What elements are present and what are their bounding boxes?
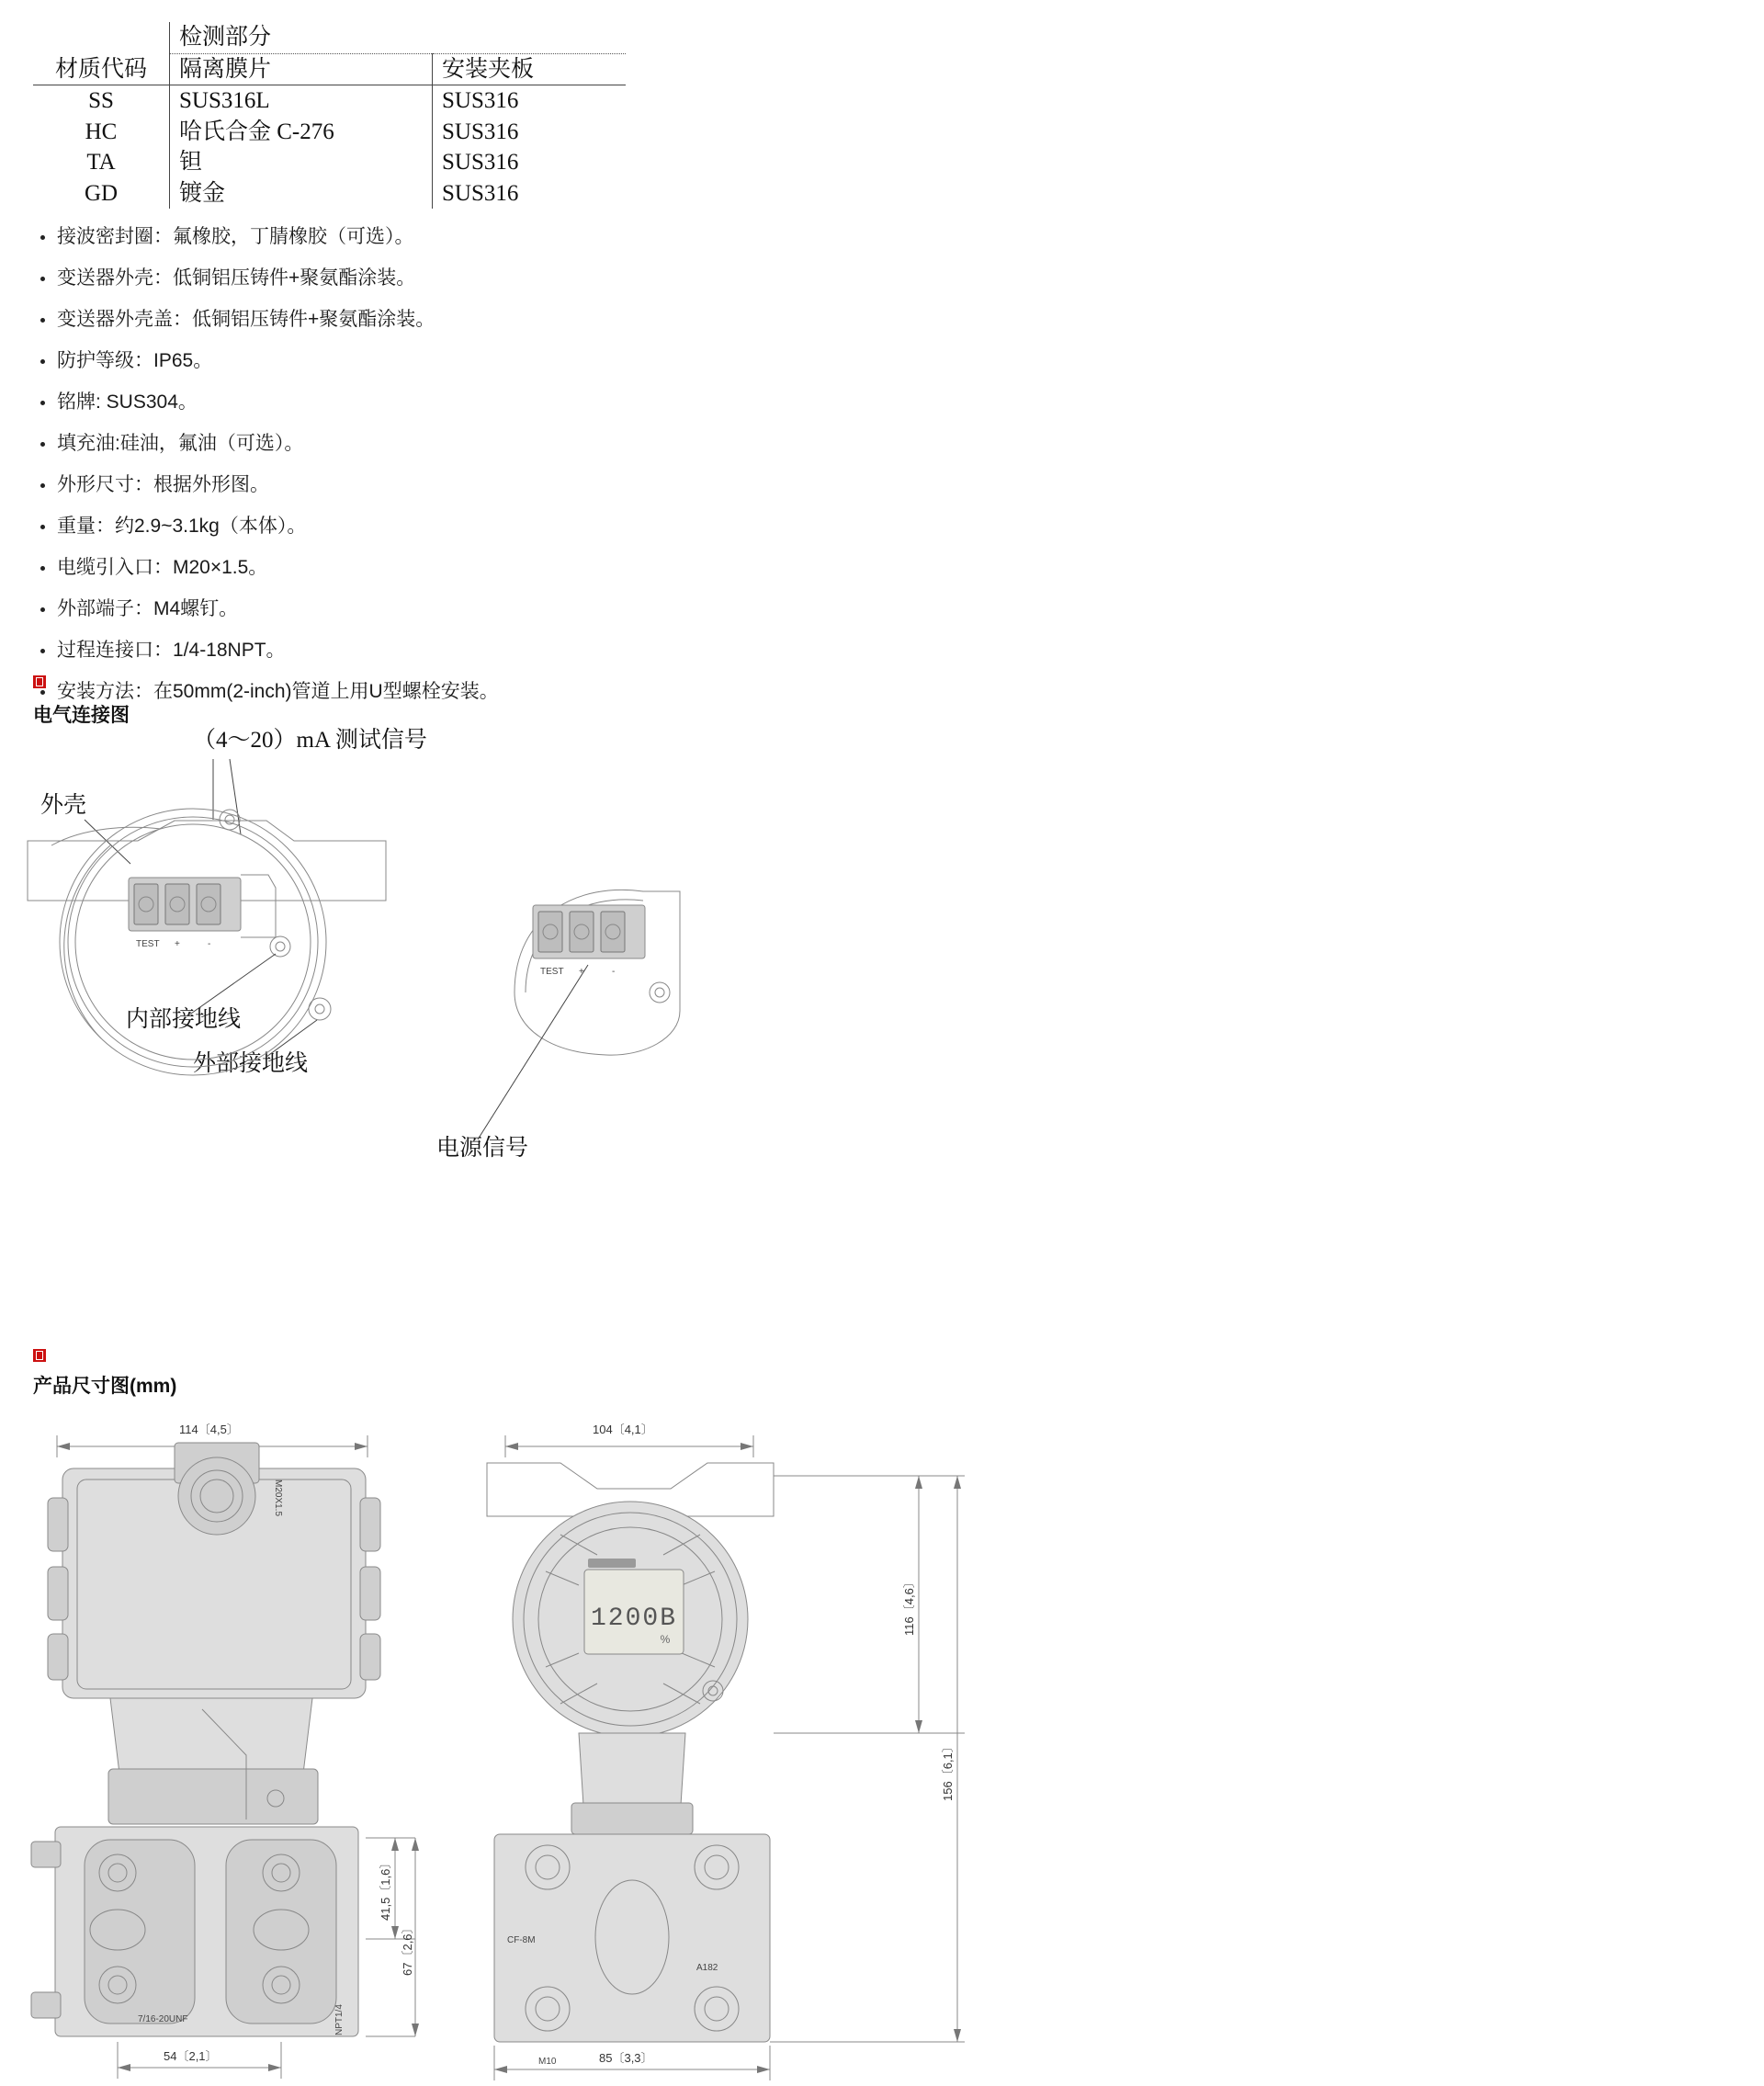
svg-text:+: + <box>579 967 584 977</box>
label-test-signal: （4～20）mA 测试信号 <box>193 728 427 753</box>
cell-diaphragm: SUS316L <box>170 85 433 117</box>
table-row <box>33 147 626 178</box>
dim-bottom-width: 54〔2,1〕 <box>164 2049 218 2063</box>
list-item: 变送器外壳：低铜铝压铸件+聚氨酯涂装。 <box>37 257 1047 299</box>
list-item: 变送器外壳盖：低铜铝压铸件+聚氨酯涂装。 <box>37 299 1047 340</box>
wiring-diagram <box>0 717 1764 1360</box>
table-row <box>33 117 626 148</box>
cell-code: HC <box>85 119 118 144</box>
left-side-view <box>31 1423 419 2079</box>
cell-code: GD <box>84 180 119 206</box>
cell-plate: SUS316 <box>433 117 627 148</box>
label-cable-thread: M20X1.5 <box>273 1479 283 1517</box>
list-item: 重量：约2.9~3.1kg（本体）。 <box>37 505 1047 547</box>
svg-text:-: - <box>208 939 211 949</box>
right-front-view <box>487 1423 965 2080</box>
list-item: 安装方法：在50mm(2-inch)管道上用U型螺栓安装。 <box>37 671 1047 712</box>
svg-text:-: - <box>612 967 616 977</box>
svg-text:TEST: TEST <box>540 967 564 977</box>
dim-67: 67〔2,6〕 <box>401 1922 414 1976</box>
dimension-section-title: 产品尺寸图(mm) <box>33 1376 177 1397</box>
list-item: 铭牌: SUS304。 <box>37 381 1047 423</box>
table-header-top <box>33 22 626 53</box>
header-diaphragm: 隔离膜片 <box>170 53 433 85</box>
label-housing: 外壳 <box>40 793 87 818</box>
header-plate: 安装夹板 <box>433 53 627 85</box>
lcd-value: 1200B <box>590 1604 678 1633</box>
list-item: 防护等级：IP65。 <box>37 340 1047 381</box>
list-item: 外形尺寸：根据外形图。 <box>37 464 1047 505</box>
housing-assembly <box>28 809 386 1075</box>
list-item: 过程连接口：1/4-18NPT。 <box>37 629 1047 671</box>
label-external-ground: 外部接地线 <box>193 1051 309 1076</box>
cell-plate: SUS316 <box>433 147 627 178</box>
dim-width-top-front: 104〔4,1〕 <box>593 1423 653 1436</box>
dim-116: 116〔4,6〕 <box>902 1576 916 1636</box>
label-flange-mark-2: A182 <box>696 1963 718 1973</box>
header-detect-part: 检测部分 <box>170 22 627 53</box>
cell-plate: SUS316 <box>433 178 627 210</box>
cell-diaphragm: 钽 <box>170 147 433 178</box>
table-row <box>33 178 626 210</box>
internal-ground-screw <box>220 810 240 830</box>
dim-156: 156〔6,1〕 <box>941 1740 955 1801</box>
label-power-signal: 电源信号 <box>436 1136 529 1161</box>
dim-width-top: 114〔4,5〕 <box>179 1423 239 1436</box>
material-table <box>33 22 626 209</box>
dimension-drawings <box>0 1388 1764 2086</box>
cell-diaphragm: 镀金 <box>170 178 433 210</box>
lcd-unit: % <box>660 1633 671 1646</box>
dim-41-5: 41,5〔1,6〕 <box>379 1856 392 1921</box>
spec-list <box>37 216 1047 712</box>
label-flange-mark-1: CF-8M <box>507 1935 536 1945</box>
list-item: 填充油:硅油，氟油（可选）。 <box>37 423 1047 464</box>
list-item: 外部端子：M4螺钉。 <box>37 588 1047 629</box>
svg-text:TEST: TEST <box>136 939 160 949</box>
list-item: 接波密封圈：氟橡胶，丁腈橡胶（可选）。 <box>37 216 1047 257</box>
svg-text:+: + <box>175 939 180 949</box>
terminal-detail <box>478 890 680 1139</box>
cell-diaphragm: 哈氏合金 C-276 <box>170 117 433 148</box>
external-ground-screw <box>309 998 331 1020</box>
wiring-section-title: 电气连接图 <box>33 705 130 726</box>
dim-bottom-width-front: 85〔3,3〕 <box>599 2051 653 2065</box>
label-thread-unf: 7/16-20UNF <box>138 2014 188 2024</box>
cell-plate: SUS316 <box>433 85 627 117</box>
cell-code: TA <box>86 150 116 175</box>
header-code: 材质代码 <box>33 22 170 85</box>
label-internal-ground: 内部接地线 <box>126 1007 242 1032</box>
label-npt: NPT1/4 <box>334 2004 345 2035</box>
list-item: 电缆引入口：M20×1.5。 <box>37 547 1047 588</box>
table-row <box>33 85 626 117</box>
section-marker-icon <box>33 675 46 688</box>
label-bolt: M10 <box>538 2057 557 2067</box>
section-marker-icon-2 <box>33 1349 46 1362</box>
cell-code: SS <box>88 88 114 113</box>
